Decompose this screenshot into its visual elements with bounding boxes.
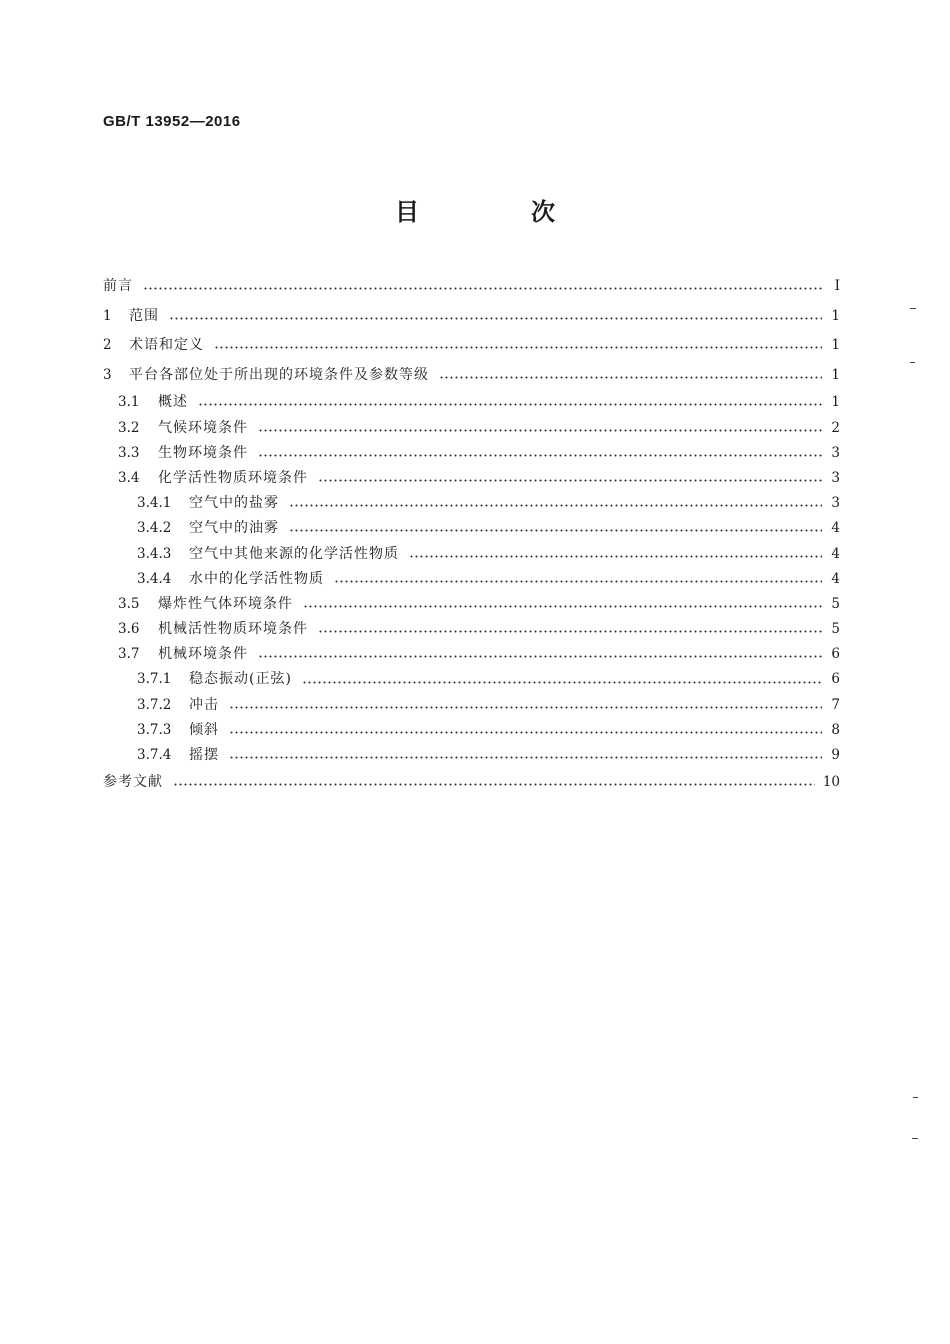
- table-of-contents: [103, 272, 840, 798]
- scan-mark: [910, 362, 915, 363]
- toc-entry: [103, 390, 840, 415]
- toc-entry-page: 5: [831, 595, 840, 612]
- toc-entry-page: 3: [831, 444, 840, 461]
- dot-leader: [258, 429, 822, 432]
- toc-entry-number: 3.4.3: [137, 545, 172, 562]
- toc-entry-label: 化学活性物质环境条件: [158, 469, 308, 486]
- dot-leader: [439, 376, 822, 379]
- dot-leader: [258, 655, 822, 658]
- toc-entry-number: 3.4.4: [137, 570, 172, 587]
- toc-entry-number: 3.7.2: [137, 696, 172, 713]
- standard-code: GB/T 13952—2016: [103, 113, 241, 130]
- toc-entry: [103, 768, 840, 798]
- toc-entry-label: 参考文献: [103, 774, 163, 791]
- toc-entry-page: 4: [831, 570, 840, 587]
- toc-entry: [103, 743, 840, 768]
- toc-entry-number: 3.7.3: [137, 721, 172, 738]
- page-title: 目 次: [395, 198, 599, 226]
- toc-entry-number: 3.4: [118, 469, 140, 486]
- toc-entry-label: 机械环境条件: [158, 646, 248, 663]
- toc-entry: [103, 272, 840, 302]
- toc-entry: [103, 361, 840, 391]
- toc-entry: [103, 302, 840, 332]
- toc-entry-page: Ⅰ: [834, 278, 840, 294]
- toc-entry: [103, 617, 840, 642]
- toc-entry-page: 10: [822, 774, 840, 791]
- toc-entry-page: 4: [831, 545, 840, 562]
- toc-entry: [103, 642, 840, 667]
- dot-leader: [229, 706, 822, 709]
- scan-mark: [913, 1097, 918, 1098]
- toc-entry-number: 3.4.2: [137, 520, 172, 537]
- toc-entry-label: 术语和定义: [129, 337, 204, 354]
- dot-leader: [302, 681, 822, 684]
- toc-entry-page: 2: [831, 419, 840, 436]
- toc-entry: [103, 592, 840, 617]
- toc-entry-label: 空气中的油雾: [189, 520, 279, 537]
- toc-entry-number: 3.2: [118, 419, 140, 436]
- dot-leader: [173, 783, 815, 786]
- toc-entry-number: 1: [103, 307, 112, 324]
- toc-entry-label: 冲击: [189, 696, 219, 713]
- toc-entry-page: 3: [831, 469, 840, 486]
- toc-entry: [103, 667, 840, 692]
- toc-entry-page: 1: [831, 307, 840, 324]
- dot-leader: [214, 346, 822, 349]
- scan-mark: [912, 1138, 918, 1139]
- toc-entry-label: 范围: [129, 307, 159, 324]
- dot-leader: [229, 731, 822, 734]
- toc-entry-label: 前言: [103, 278, 133, 294]
- dot-leader: [229, 756, 822, 759]
- toc-entry-label: 水中的化学活性物质: [189, 570, 324, 587]
- toc-entry: [103, 466, 840, 491]
- dot-leader: [303, 605, 822, 608]
- toc-entry: [103, 567, 840, 592]
- scan-mark: [910, 308, 916, 309]
- toc-entry-label: 机械活性物质环境条件: [158, 621, 308, 638]
- dot-leader: [318, 630, 822, 633]
- toc-entry-number: 2: [103, 337, 112, 354]
- toc-entry: [103, 516, 840, 541]
- toc-entry: [103, 491, 840, 516]
- toc-entry-page: 9: [831, 747, 840, 763]
- toc-entry: [103, 718, 840, 743]
- toc-entry-number: 3.1: [118, 394, 140, 411]
- dot-leader: [198, 403, 822, 406]
- toc-entry-label: 气候环境条件: [158, 419, 248, 436]
- toc-entry-number: 3.7.1: [137, 671, 172, 688]
- toc-entry-number: 3.5: [118, 595, 140, 612]
- toc-entry-page: 4: [831, 520, 840, 537]
- dot-leader: [409, 555, 822, 558]
- toc-entry: [103, 416, 840, 441]
- toc-entry-label: 空气中的盐雾: [189, 495, 279, 512]
- toc-entry-page: 8: [831, 721, 840, 738]
- toc-entry: [103, 441, 840, 466]
- toc-entry-label: 倾斜: [189, 721, 219, 738]
- dot-leader: [143, 287, 822, 290]
- toc-entry-page: 3: [831, 495, 840, 512]
- toc-entry-number: 3.7: [118, 646, 140, 663]
- toc-entry-page: 6: [831, 646, 840, 663]
- toc-entry-label: 摇摆: [189, 747, 219, 763]
- toc-entry-label: 爆炸性气体环境条件: [158, 595, 293, 612]
- toc-entry-number: 3.7.4: [137, 747, 172, 763]
- toc-entry: [103, 542, 840, 567]
- toc-entry-number: 3: [103, 366, 112, 383]
- toc-entry-label: 生物环境条件: [158, 444, 248, 461]
- toc-entry-number: 3.6: [118, 621, 140, 638]
- dot-leader: [258, 454, 822, 457]
- dot-leader: [289, 529, 822, 532]
- dot-leader: [289, 504, 822, 507]
- toc-entry-label: 稳态振动(正弦): [189, 671, 292, 688]
- toc-entry-label: 空气中其他来源的化学活性物质: [189, 545, 399, 562]
- toc-entry: [103, 331, 840, 361]
- toc-entry-page: 1: [831, 394, 840, 411]
- dot-leader: [334, 580, 822, 583]
- toc-entry-number: 3.3: [118, 444, 140, 461]
- dot-leader: [318, 479, 822, 482]
- toc-entry-page: 1: [831, 337, 840, 354]
- toc-entry-page: 5: [831, 621, 840, 638]
- toc-entry-label: 平台各部位处于所出现的环境条件及参数等级: [129, 366, 429, 383]
- toc-entry-number: 3.4.1: [137, 495, 172, 512]
- toc-entry: [103, 693, 840, 718]
- toc-entry-page: 6: [831, 671, 840, 688]
- toc-entry-page: 7: [831, 696, 840, 713]
- dot-leader: [169, 317, 822, 320]
- toc-entry-page: 1: [831, 366, 840, 383]
- toc-entry-label: 概述: [158, 394, 188, 411]
